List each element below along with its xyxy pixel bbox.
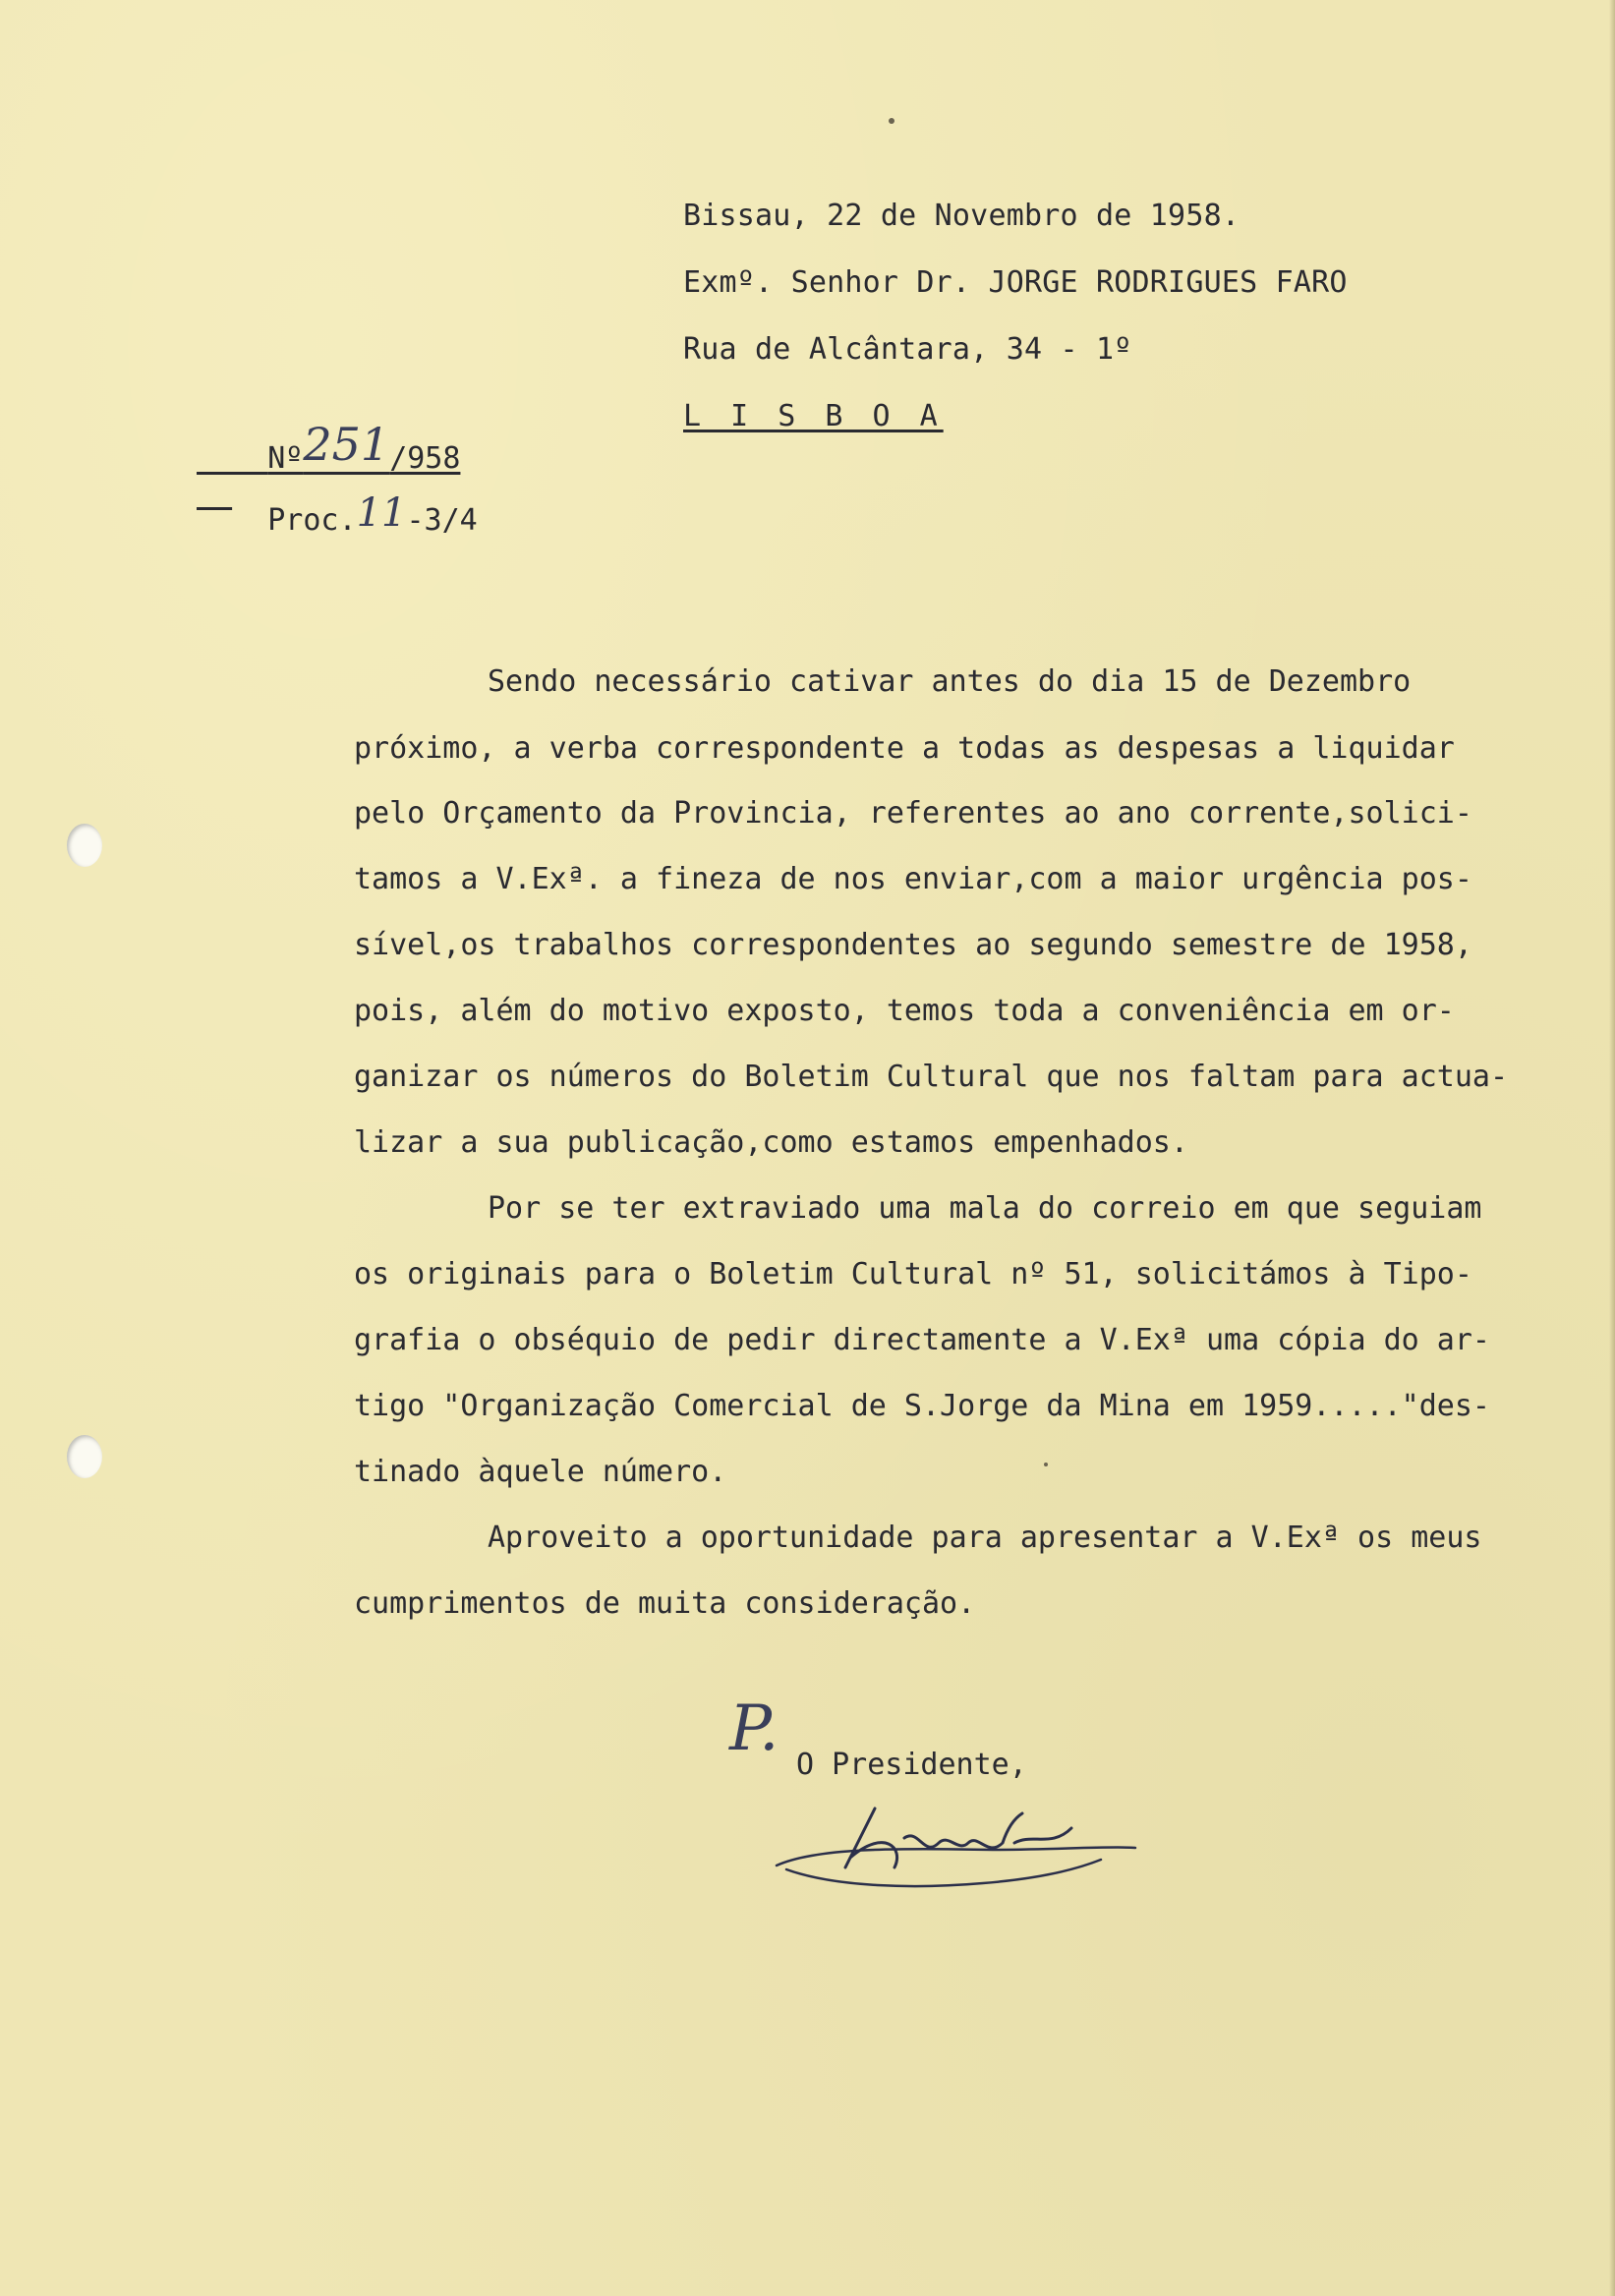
body-line: tinado àquele número.	[354, 1455, 727, 1489]
process-handwritten: 11	[356, 490, 407, 536]
body-line: lizar a sua publicação,como estamos empenhados.	[354, 1125, 1188, 1160]
body-line: Sendo necessário cativar antes do dia 15 de Dezembro	[488, 664, 1412, 699]
body-line: cumprimentos de muita consideração.	[354, 1586, 976, 1621]
paper-speck	[1044, 1463, 1048, 1466]
process-prefix: Proc.	[267, 503, 357, 538]
signature	[757, 1789, 1150, 1897]
body-line: ganizar os números do Boletim Cultural que nos faltam para actua-	[354, 1060, 1508, 1094]
process-reference	[197, 464, 478, 574]
date-line: Bissau, 22 de Novembro de 1958.	[683, 199, 1240, 233]
punch-hole-top	[67, 824, 102, 867]
per-procuration-mark: P.	[729, 1693, 779, 1765]
body-line: tigo "Organização Comercial de S.Jorge da Mina em 1959....."des-	[354, 1389, 1490, 1423]
process-suffix: -3/4	[406, 503, 478, 538]
body-line: pelo Orçamento da Provincia, referentes ao ano corrente,solici-	[354, 796, 1472, 831]
body-line: grafia o obséquio de pedir directamente a V.Exª uma cópia do ar-	[354, 1323, 1490, 1357]
reference-number-handwritten: 251	[303, 418, 390, 471]
reference-number-suffix: /958	[389, 441, 461, 476]
recipient-line: Exmº. Senhor Dr. JORGE RODRIGUES FARO	[683, 265, 1348, 300]
punch-hole-bottom	[67, 1435, 102, 1478]
body-line: próximo, a verba correspondente a todas as despesas a liquidar	[354, 731, 1455, 766]
city-line: L I S B O A	[683, 399, 944, 433]
body-line: Por se ter extraviado uma mala do correio em que seguiam	[488, 1191, 1482, 1226]
body-line: tamos a V.Exª. a fineza de nos enviar,com a maior urgência pos-	[354, 862, 1472, 896]
reference-number-prefix: Nº	[267, 441, 304, 476]
body-line: sível,os trabalhos correspondentes ao segundo semestre de 1958,	[354, 928, 1472, 962]
body-line: pois, além do motivo exposto, temos toda a conveniência em or-	[354, 994, 1455, 1028]
closing-title: O Presidente,	[796, 1748, 1027, 1782]
paper-speck	[889, 118, 894, 124]
body-line: Aproveito a oportunidade para apresentar a V.Exª os meus	[488, 1521, 1482, 1555]
address-line: Rua de Alcântara, 34 - 1º	[683, 332, 1132, 367]
page-edge-shadow	[1609, 0, 1615, 2296]
body-line: os originais para o Boletim Cultural nº 51, solicitámos à Tipo-	[354, 1257, 1472, 1292]
